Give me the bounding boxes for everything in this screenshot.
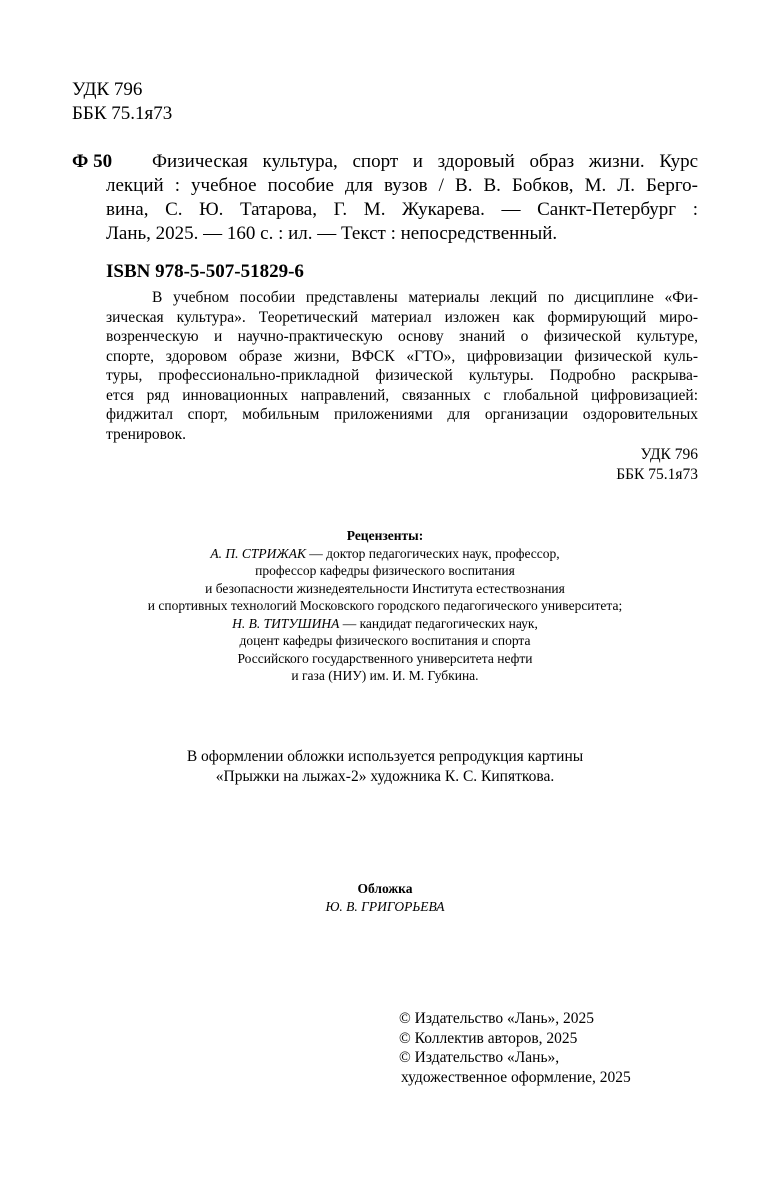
udc-block-right [500,445,698,484]
bibliographic-line-4: Лань, 2025. — 160 с. : ил. — Текст : непосредственный. [106,223,558,244]
abstract-line-7: фиджитал спорт, мобильным приложениями для организации оздоровительных [106,406,698,423]
abstract-line-5: туры, профессионально-прикладной физической культуры. Подробно раскрыва- [106,367,698,384]
reviewer-1-line-4: и спортивных технологий Московского городского педагогического университета; [147,598,623,613]
reviewer-2-name: Н. В. ТИТУШИНА [232,615,340,631]
reviewer-1-line-3: и безопасности жизнедеятельности Института естествознания [205,580,565,596]
abstract [106,288,698,444]
abstract-line-3: возренческую и научно-практическую основу знаний о физической культуре, [106,328,698,345]
reviewer-1-line-2: профессор кафедры физического воспитания [255,563,515,578]
udc-block [72,78,172,126]
abstract-line-6: ется ряд инновационных направлений, связанных с глобальной цифровизацией: [106,386,698,404]
copyright-line-4: художественное оформление, 2025 [401,1068,631,1086]
reviewer-2-line-2: доцент кафедры физического воспитания и спорта [239,633,531,648]
cover-credit [60,880,710,915]
abstract-line-2: зическая культура». Теоретический материал изложен как формирующий миро- [106,308,698,326]
reviewers [60,527,710,685]
cover-note-line-2: «Прыжки на лыжах-2» художника К. С. Кипяткова. [215,767,555,785]
cover-note-line-1: В оформлении обложки используется репродукция картины [186,748,584,765]
bbk-code: ББК 75.1я73 [72,103,173,124]
reviewer-2-title: — кандидат педагогических наук, [339,615,538,631]
reviewer-2-line-1 [60,615,710,633]
copyright-line-2: © Коллектив авторов, 2025 [399,1029,578,1047]
isbn: ISBN 978-5-507-51829-6 [106,261,304,282]
cover-note [60,747,710,786]
bbk-code-right: ББК 75.1я73 [616,465,698,483]
reviewer-1-title: — доктор педагогических наук, профессор, [305,545,560,561]
bibliographic-line-3: вина, С. Ю. Татарова, Г. М. Жукарева. — Санкт-Петербург : [106,199,698,220]
bibliographic-record [106,150,698,246]
author-mark: Ф 50 [72,151,113,172]
udc-code-right: УДК 796 [640,446,698,463]
abstract-line-8: тренировок. [106,425,187,443]
reviewer-1-name: А. П. СТРИЖАК [210,545,306,561]
abstract-line-4: спорте, здоровом образе жизни, ВФСК «ГТО», цифровизации физической куль- [106,347,698,365]
abstract-line-1: В учебном пособии представлены материалы лекций по дисциплине «Фи- [152,289,698,306]
reviewers-heading: Рецензенты: [346,528,424,543]
copyright-line-1: © Издательство «Лань», 2025 [399,1010,595,1027]
copyright-block [399,1009,631,1087]
reviewer-2-line-3: Российского государственного университета нефти [237,650,533,666]
reviewer-2-line-4: и газа (НИУ) им. И. М. Губкина. [291,668,479,683]
bibliographic-line-2: лекций : учебное пособие для вузов / В. В. Бобков, М. Л. Берго- [106,175,698,196]
cover-designer: Ю. В. ГРИГОРЬЕВА [325,898,445,914]
udc-code: УДК 796 [72,79,143,100]
bibliographic-line-1: Физическая культура, спорт и здоровый образ жизни. Курс [152,151,698,172]
cover-heading: Обложка [357,881,413,896]
copyright-line-3: © Издательство «Лань», [399,1049,560,1066]
reviewer-1-line-1 [60,545,710,563]
